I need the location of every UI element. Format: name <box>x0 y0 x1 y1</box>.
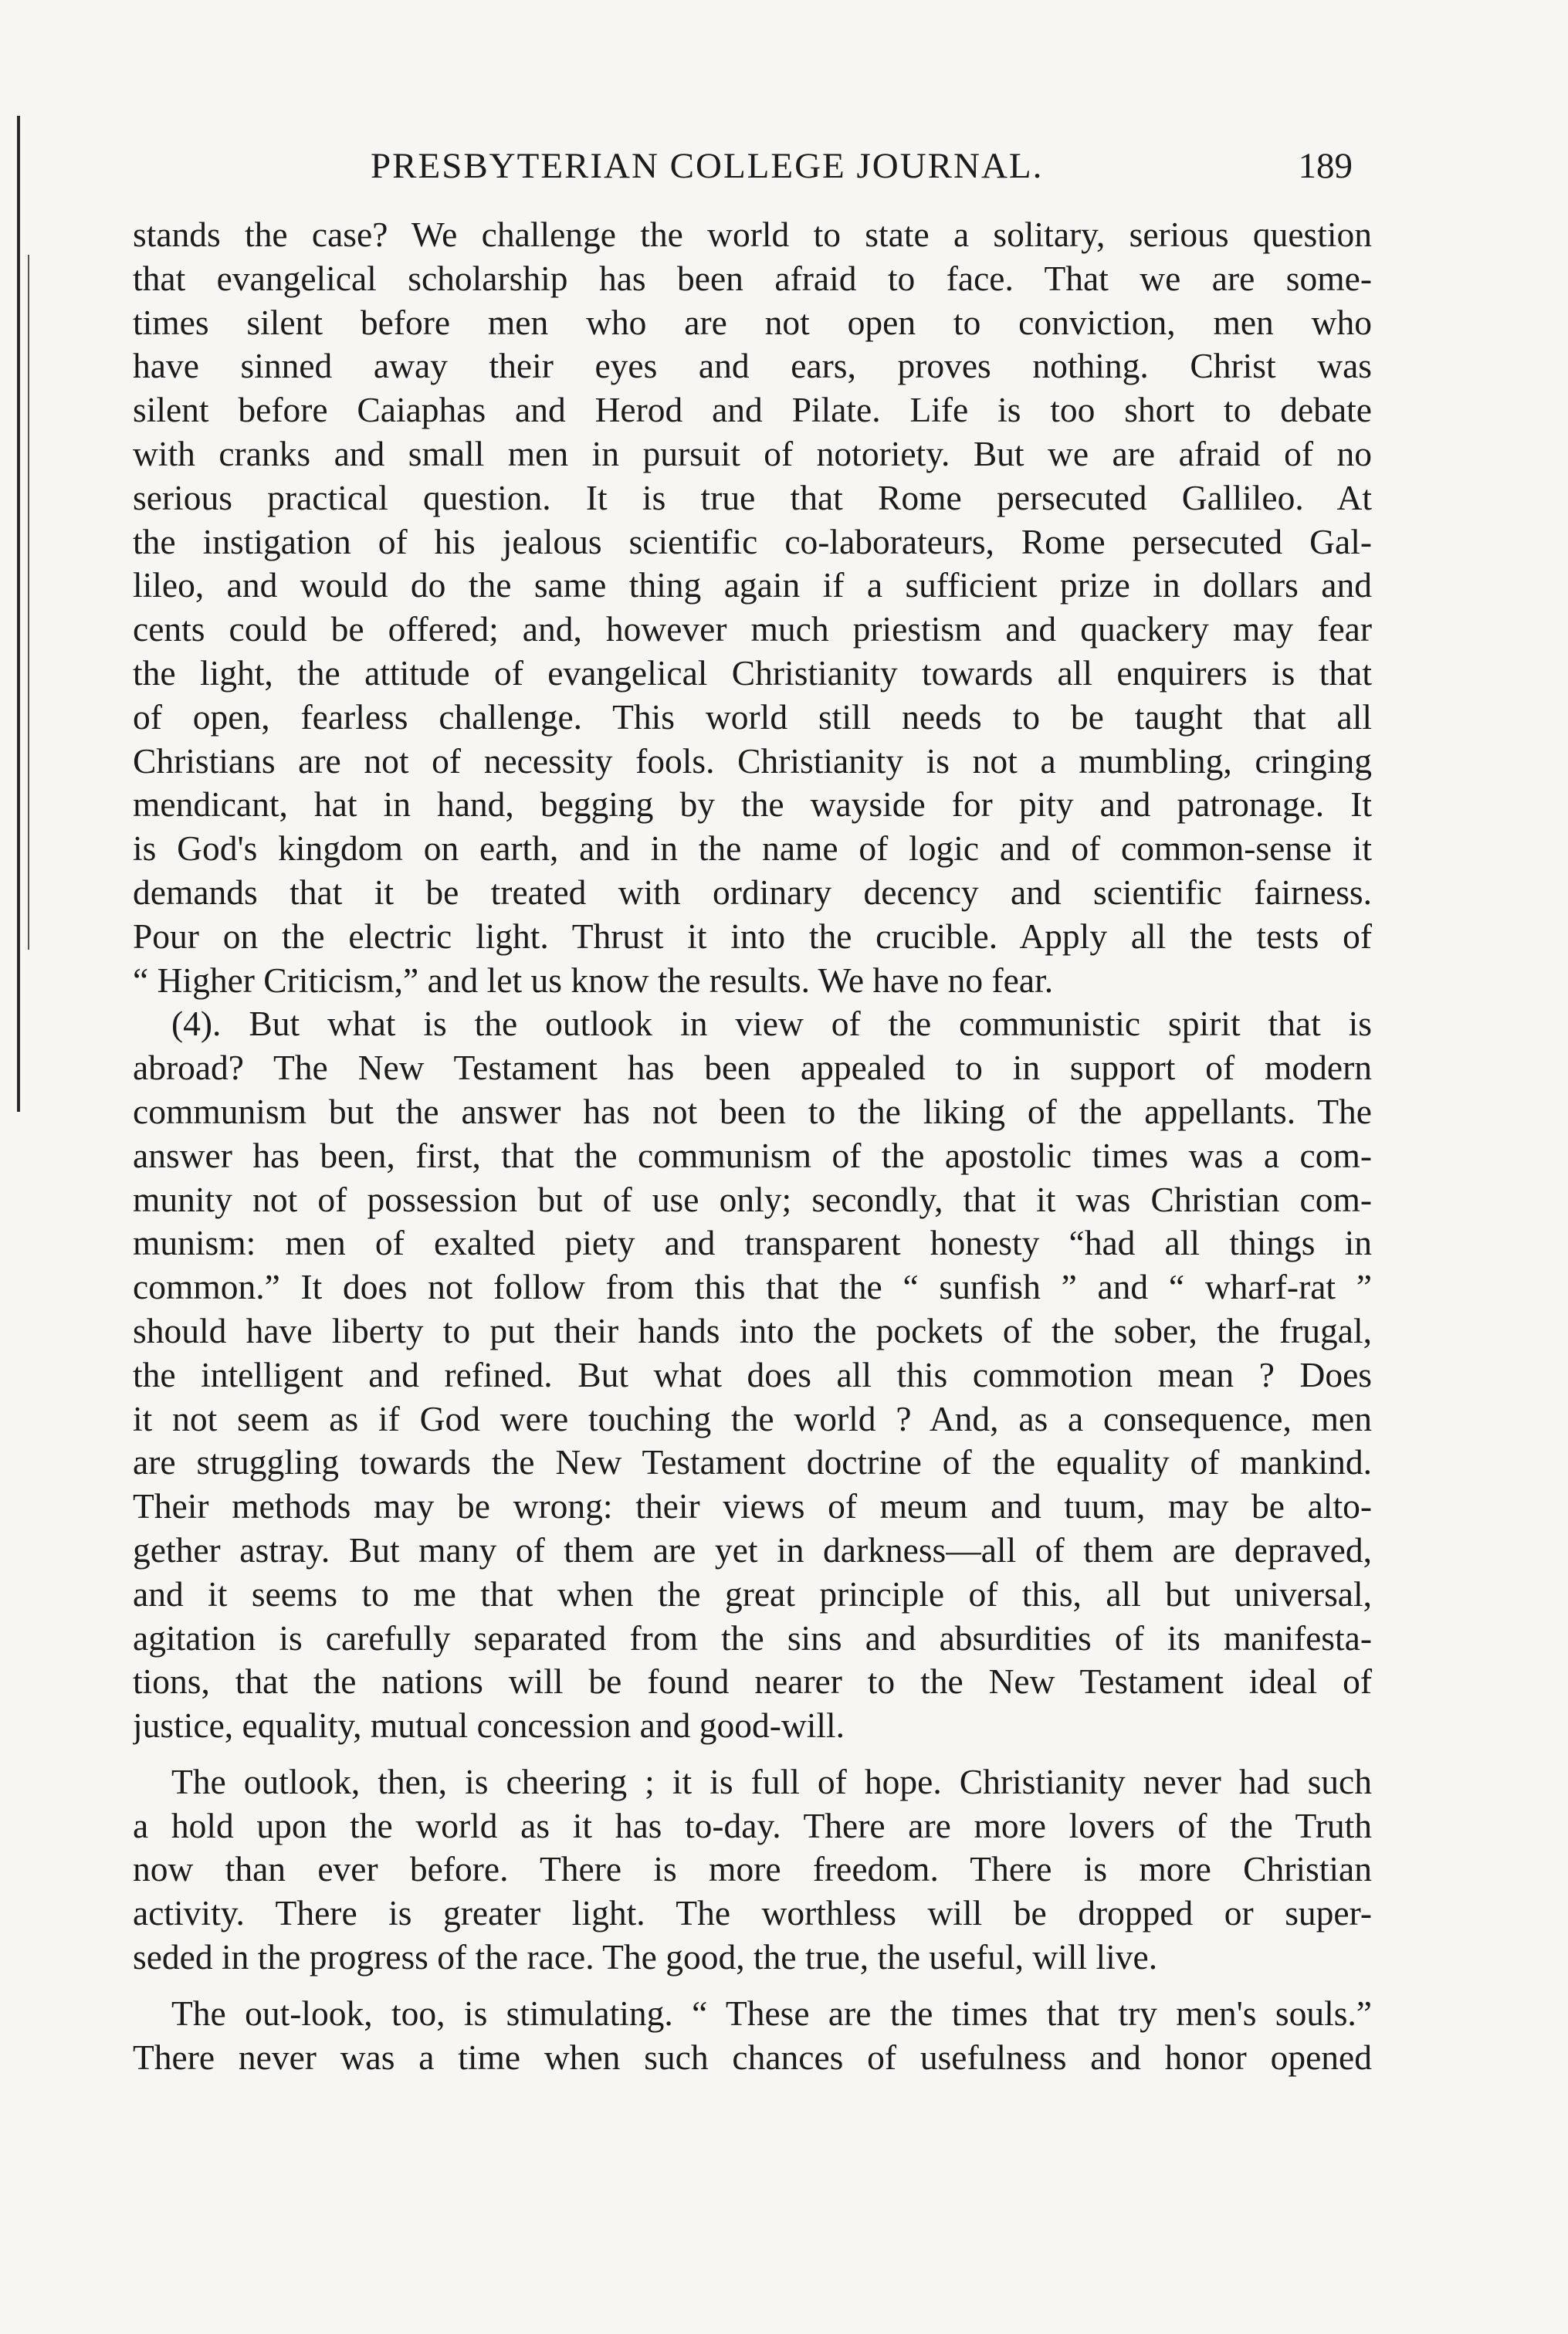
text-line: activity. There is greater light. The worthless will be dropped or super- <box>133 1893 1372 1933</box>
text-line: a hold upon the world as it has to-day. There are more lovers of the Truth <box>133 1805 1372 1845</box>
text-line: cents could be offered; and, however much priestism and quackery may fear <box>133 609 1372 649</box>
page-edge-shadow <box>17 116 20 1112</box>
text-line: and it seems to me that when the great principle of this, all but universal, <box>133 1574 1372 1614</box>
text-line: The outlook, then, is cheering ; it is full of hope. Christianity never had such <box>171 1761 1372 1801</box>
text-line: with cranks and small men in pursuit of notoriety. But we are afraid of no <box>133 433 1372 473</box>
text-line: of open, fearless challenge. This world still needs to be taught that all <box>133 696 1372 737</box>
text-line: the instigation of his jealous scientific co-laborateurs, Rome persecuted Gal- <box>133 521 1372 561</box>
body-text <box>133 213 1372 2079</box>
text-line: the light, the attitude of evangelical Christianity towards all enquirers is that <box>133 652 1372 693</box>
text-line: serious practical question. It is true that Rome persecuted Gallileo. At <box>133 477 1372 517</box>
text-line: should have liberty to put their hands into the pockets of the sober, the frugal, <box>133 1310 1372 1350</box>
page-number: 189 <box>1298 146 1353 186</box>
text-line: abroad? The New Testament has been appealed to in support of modern <box>133 1048 1372 1088</box>
text-line: (4). But what is the outlook in view of the communistic spirit that is <box>171 1004 1372 1044</box>
text-line: times silent before men who are not open to conviction, men who <box>133 302 1372 342</box>
text-line: Christians are not of necessity fools. Christianity is not a mumbling, cringing <box>133 740 1372 781</box>
text-line: munity not of possession but of use only; secondly, that it was Christian com- <box>133 1179 1372 1219</box>
text-line: justice, equality, mutual concession and good-will. <box>133 1706 845 1746</box>
text-line: have sinned away their eyes and ears, proves nothing. Christ was <box>133 346 1372 386</box>
text-line: answer has been, first, that the communism of the apostolic times was a com- <box>133 1135 1372 1175</box>
paragraph-1 <box>133 213 1372 1002</box>
text-line: demands that it be treated with ordinary decency and scientific fairness. <box>133 872 1372 912</box>
text-line: tions, that the nations will be found nearer to the New Testament ideal of <box>133 1662 1372 1702</box>
text-line: is God's kingdom on earth, and in the name of logic and of common-sense it <box>133 828 1372 869</box>
text-line: gether astray. But many of them are yet in darkness—all of them are depraved, <box>133 1529 1372 1570</box>
text-line: There never was a time when such chances of usefulness and honor opened <box>133 2037 1372 2077</box>
text-line: silent before Caiaphas and Herod and Pilate. Life is too short to debate <box>133 390 1372 430</box>
text-line: now than ever before. There is more freedom. There is more Christian <box>133 1849 1372 1889</box>
text-line: stands the case? We challenge the world to state a solitary, serious question <box>133 215 1372 254</box>
paragraph-gap <box>133 1980 1372 1992</box>
text-line: that evangelical scholarship has been afraid to face. That we are some- <box>133 258 1372 298</box>
text-line: common.” It does not follow from this that the “ sunfish ” and “ wharf-rat ” <box>133 1267 1372 1307</box>
text-line: are struggling towards the New Testament doctrine of the equality of mankind. <box>133 1442 1372 1482</box>
paragraph-2 <box>133 1002 1372 1748</box>
text-line: munism: men of exalted piety and transparent honesty “had all things in <box>133 1223 1372 1263</box>
text-line: the intelligent and refined. But what does all this commotion mean ? Does <box>133 1354 1372 1394</box>
running-header <box>131 145 1374 199</box>
text-line: mendicant, hat in hand, begging by the wayside for pity and patronage. It <box>133 784 1372 825</box>
text-line: lileo, and would do the same thing again if a sufficient prize in dollars and <box>133 565 1372 605</box>
text-line: The out-look, too, is stimulating. “ These are the times that try men's souls.” <box>171 1993 1372 2033</box>
text-line: Their methods may be wrong: their views of meum and tuum, may be alto- <box>133 1486 1372 1526</box>
text-line: “ Higher Criticism,” and let us know the results. We have no fear. <box>133 960 1054 1000</box>
text-line: seded in the progress of the race. The good, the true, the useful, will live. <box>133 1937 1158 1977</box>
paragraph-3 <box>133 1760 1372 1980</box>
paragraph-gap <box>133 1748 1372 1760</box>
page-edge-line <box>28 255 29 950</box>
journal-title: PRESBYTERIAN COLLEGE JOURNAL. <box>371 146 1044 186</box>
text-line: it not seem as if God were touching the world ? And, as a consequence, men <box>133 1398 1372 1438</box>
paragraph-4 <box>133 1992 1372 2080</box>
text-line: communism but the answer has not been to the liking of the appellants. The <box>133 1091 1372 1131</box>
text-line: Pour on the electric light. Thrust it into the crucible. Apply all the tests of <box>133 916 1372 956</box>
text-line: agitation is carefully separated from the sins and absurdities of its manifesta- <box>133 1618 1372 1658</box>
